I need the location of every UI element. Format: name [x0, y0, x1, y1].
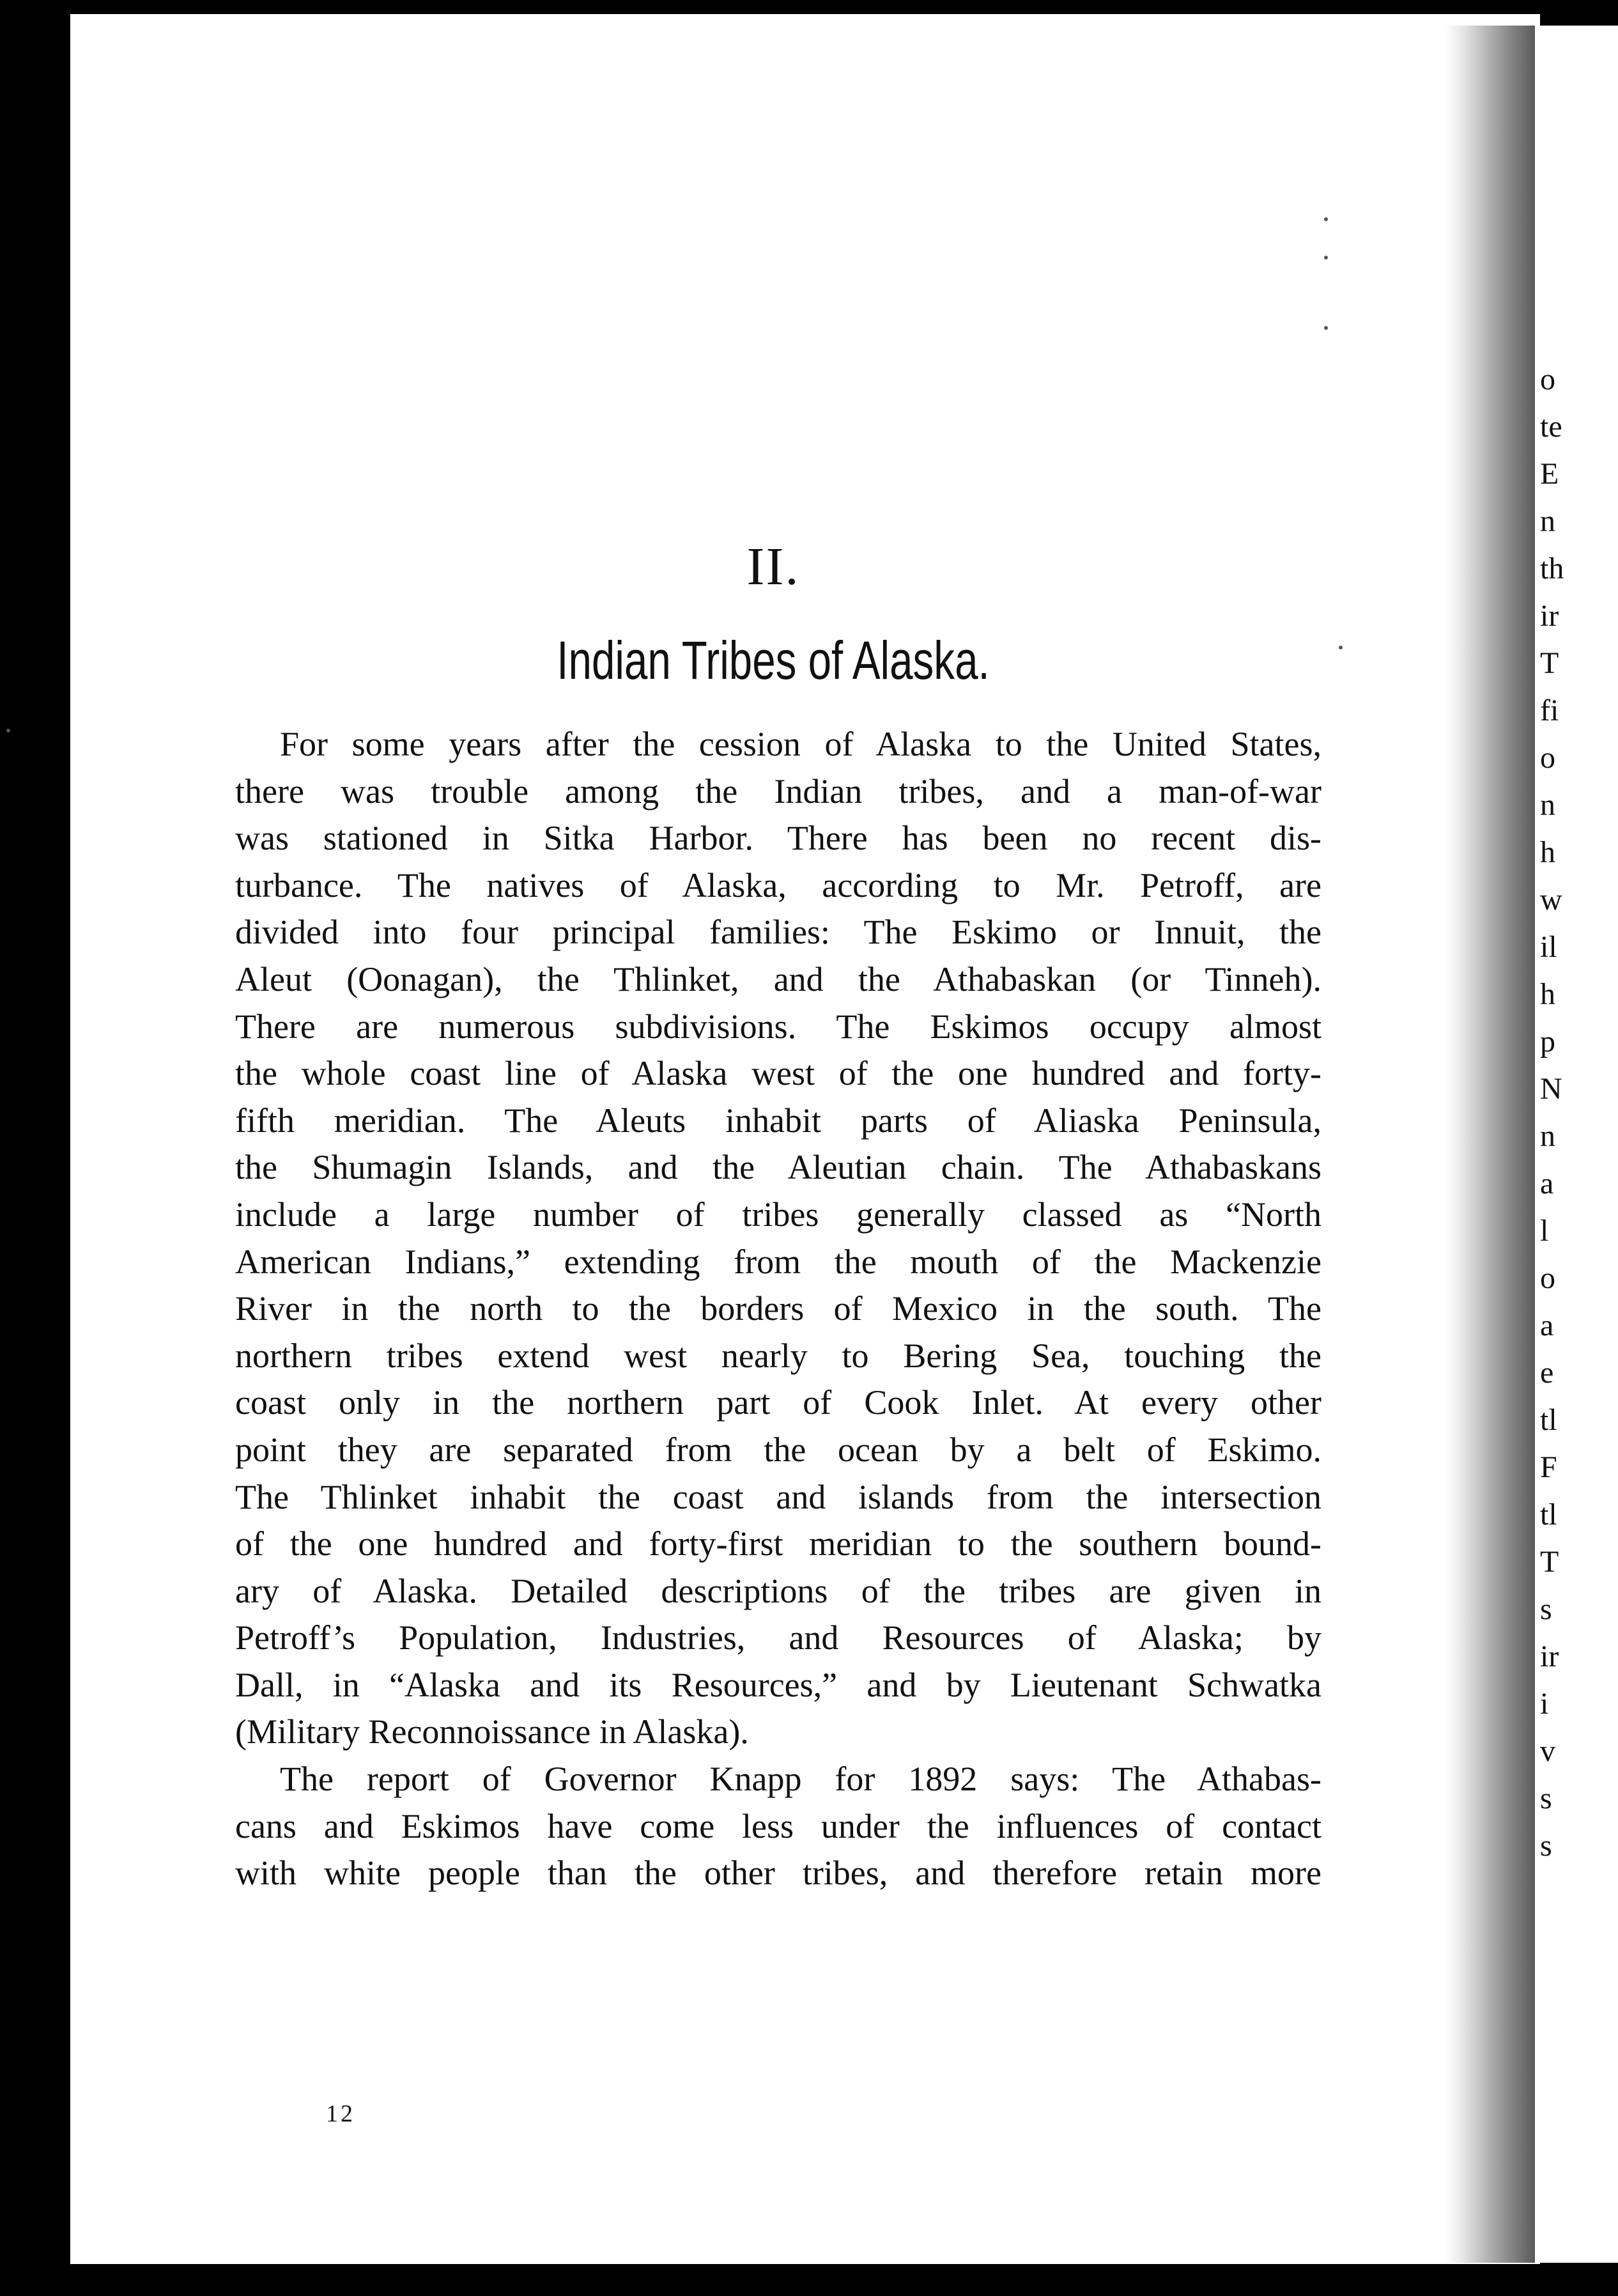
facing-page-fragment: i	[1540, 1687, 1549, 1721]
text-line: northern tribes extend west nearly to Bering Sea, touching the	[235, 1336, 1321, 1375]
page-number: 12	[326, 2100, 355, 2127]
facing-page-fragment: h	[1540, 977, 1555, 1011]
facing-page-fragment: o	[1540, 362, 1555, 396]
facing-page-fragment: ir	[1540, 599, 1559, 633]
facing-page-fragment: p	[1540, 1025, 1555, 1059]
facing-page-fragment: a	[1540, 1167, 1554, 1200]
facing-page-fragment: tl	[1540, 1498, 1557, 1532]
text-line: American Indians,” extending from the mouth of the Mackenzie	[235, 1242, 1321, 1281]
book-gutter	[1445, 26, 1535, 2263]
chapter-title: Indian Tribes of Alaska.	[557, 630, 990, 690]
facing-page-fragment: ir	[1540, 1640, 1559, 1673]
text-line: (Military Reconnoissance in Alaska).	[235, 1712, 749, 1751]
text-line: of the one hundred and forty-first meridian to the southern bound-	[235, 1524, 1321, 1563]
facing-page-fragment: e	[1540, 1356, 1554, 1390]
facing-page-fragment: w	[1540, 883, 1562, 917]
facing-page-fragment: fi	[1540, 694, 1559, 727]
facing-page-fragment: h	[1540, 835, 1555, 869]
facing-page-fragment: o	[1540, 741, 1555, 775]
text-line: the Shumagin Islands, and the Aleutian chain. The Athabaskans	[235, 1148, 1321, 1187]
body-text	[235, 721, 1321, 1897]
facing-page-fragment: v	[1540, 1734, 1555, 1768]
facing-page-fragment: n	[1540, 788, 1555, 822]
text-line: There are numerous subdivisions. The Eskimos occupy almost	[235, 1007, 1321, 1046]
text-line: fifth meridian. The Aleuts inhabit parts of Aliaska Peninsula,	[235, 1101, 1321, 1140]
text-line: the whole coast line of Alaska west of the one hundred and forty-	[235, 1054, 1321, 1093]
facing-page-edge	[1535, 26, 1618, 2263]
text-line: Petroff’s Population, Industries, and Resources of Alaska; by	[235, 1618, 1321, 1657]
facing-page-fragment: T	[1540, 646, 1559, 680]
text-line: cans and Eskimos have come less under the influences of contact	[235, 1806, 1321, 1845]
text-line: The report of Governor Knapp for 1892 says: The Athabas-	[280, 1760, 1321, 1799]
facing-page-fragment: s	[1540, 1781, 1552, 1815]
facing-page-fragment: te	[1540, 410, 1562, 444]
scan-speck	[1324, 256, 1328, 260]
facing-page-fragment: s	[1540, 1592, 1552, 1626]
facing-page-fragment: F	[1540, 1450, 1557, 1484]
text-line: include a large number of tribes generally classed as “North	[235, 1195, 1321, 1234]
text-line: point they are separated from the ocean by a belt of Eskimo.	[235, 1430, 1321, 1469]
facing-page-fragment: N	[1540, 1072, 1562, 1106]
text-line: divided into four principal families: The Eskimo or Innuit, the	[235, 913, 1321, 952]
scan-speck	[1324, 217, 1328, 221]
text-line: River in the north to the borders of Mexico in the south. The	[235, 1289, 1321, 1328]
facing-page-fragment: T	[1540, 1545, 1559, 1579]
facing-page-fragment: s	[1540, 1829, 1552, 1863]
facing-page-fragment: n	[1540, 1119, 1555, 1153]
chapter-number: II.	[746, 537, 800, 596]
text-line: Dall, in “Alaska and its Resources,” and by Lieutenant Schwatka	[235, 1665, 1321, 1704]
text-line: Aleut (Oonagan), the Thlinket, and the Athabaskan (or Tinneh).	[235, 959, 1321, 998]
facing-page-fragment: o	[1540, 1261, 1555, 1295]
facing-page-fragment: a	[1540, 1308, 1554, 1342]
scan-speck	[1324, 326, 1328, 330]
facing-page-fragment: n	[1540, 504, 1555, 538]
text-line: with white people than the other tribes, and therefore retain more	[235, 1854, 1321, 1893]
text-line: turbance. The natives of Alaska, according to Mr. Petroff, are	[235, 865, 1321, 904]
text-line: was stationed in Sitka Harbor. There has been no recent dis-	[235, 819, 1321, 858]
facing-page-fragment: l	[1540, 1214, 1549, 1248]
scan-speck	[6, 729, 10, 733]
text-line: The Thlinket inhabit the coast and islands from the intersection	[235, 1477, 1321, 1516]
facing-page-fragment: E	[1540, 457, 1559, 491]
text-line: there was trouble among the Indian tribes, and a man-of-war	[235, 772, 1321, 811]
text-line: ary of Alaska. Detailed descriptions of the tribes are given in	[235, 1571, 1321, 1610]
facing-page-fragment: il	[1540, 930, 1557, 964]
facing-page-fragment: tl	[1540, 1403, 1557, 1437]
text-line: For some years after the cession of Alaska to the United States,	[280, 725, 1321, 763]
text-line: coast only in the northern part of Cook Inlet. At every other	[235, 1383, 1321, 1422]
facing-page-fragment: th	[1540, 552, 1564, 586]
